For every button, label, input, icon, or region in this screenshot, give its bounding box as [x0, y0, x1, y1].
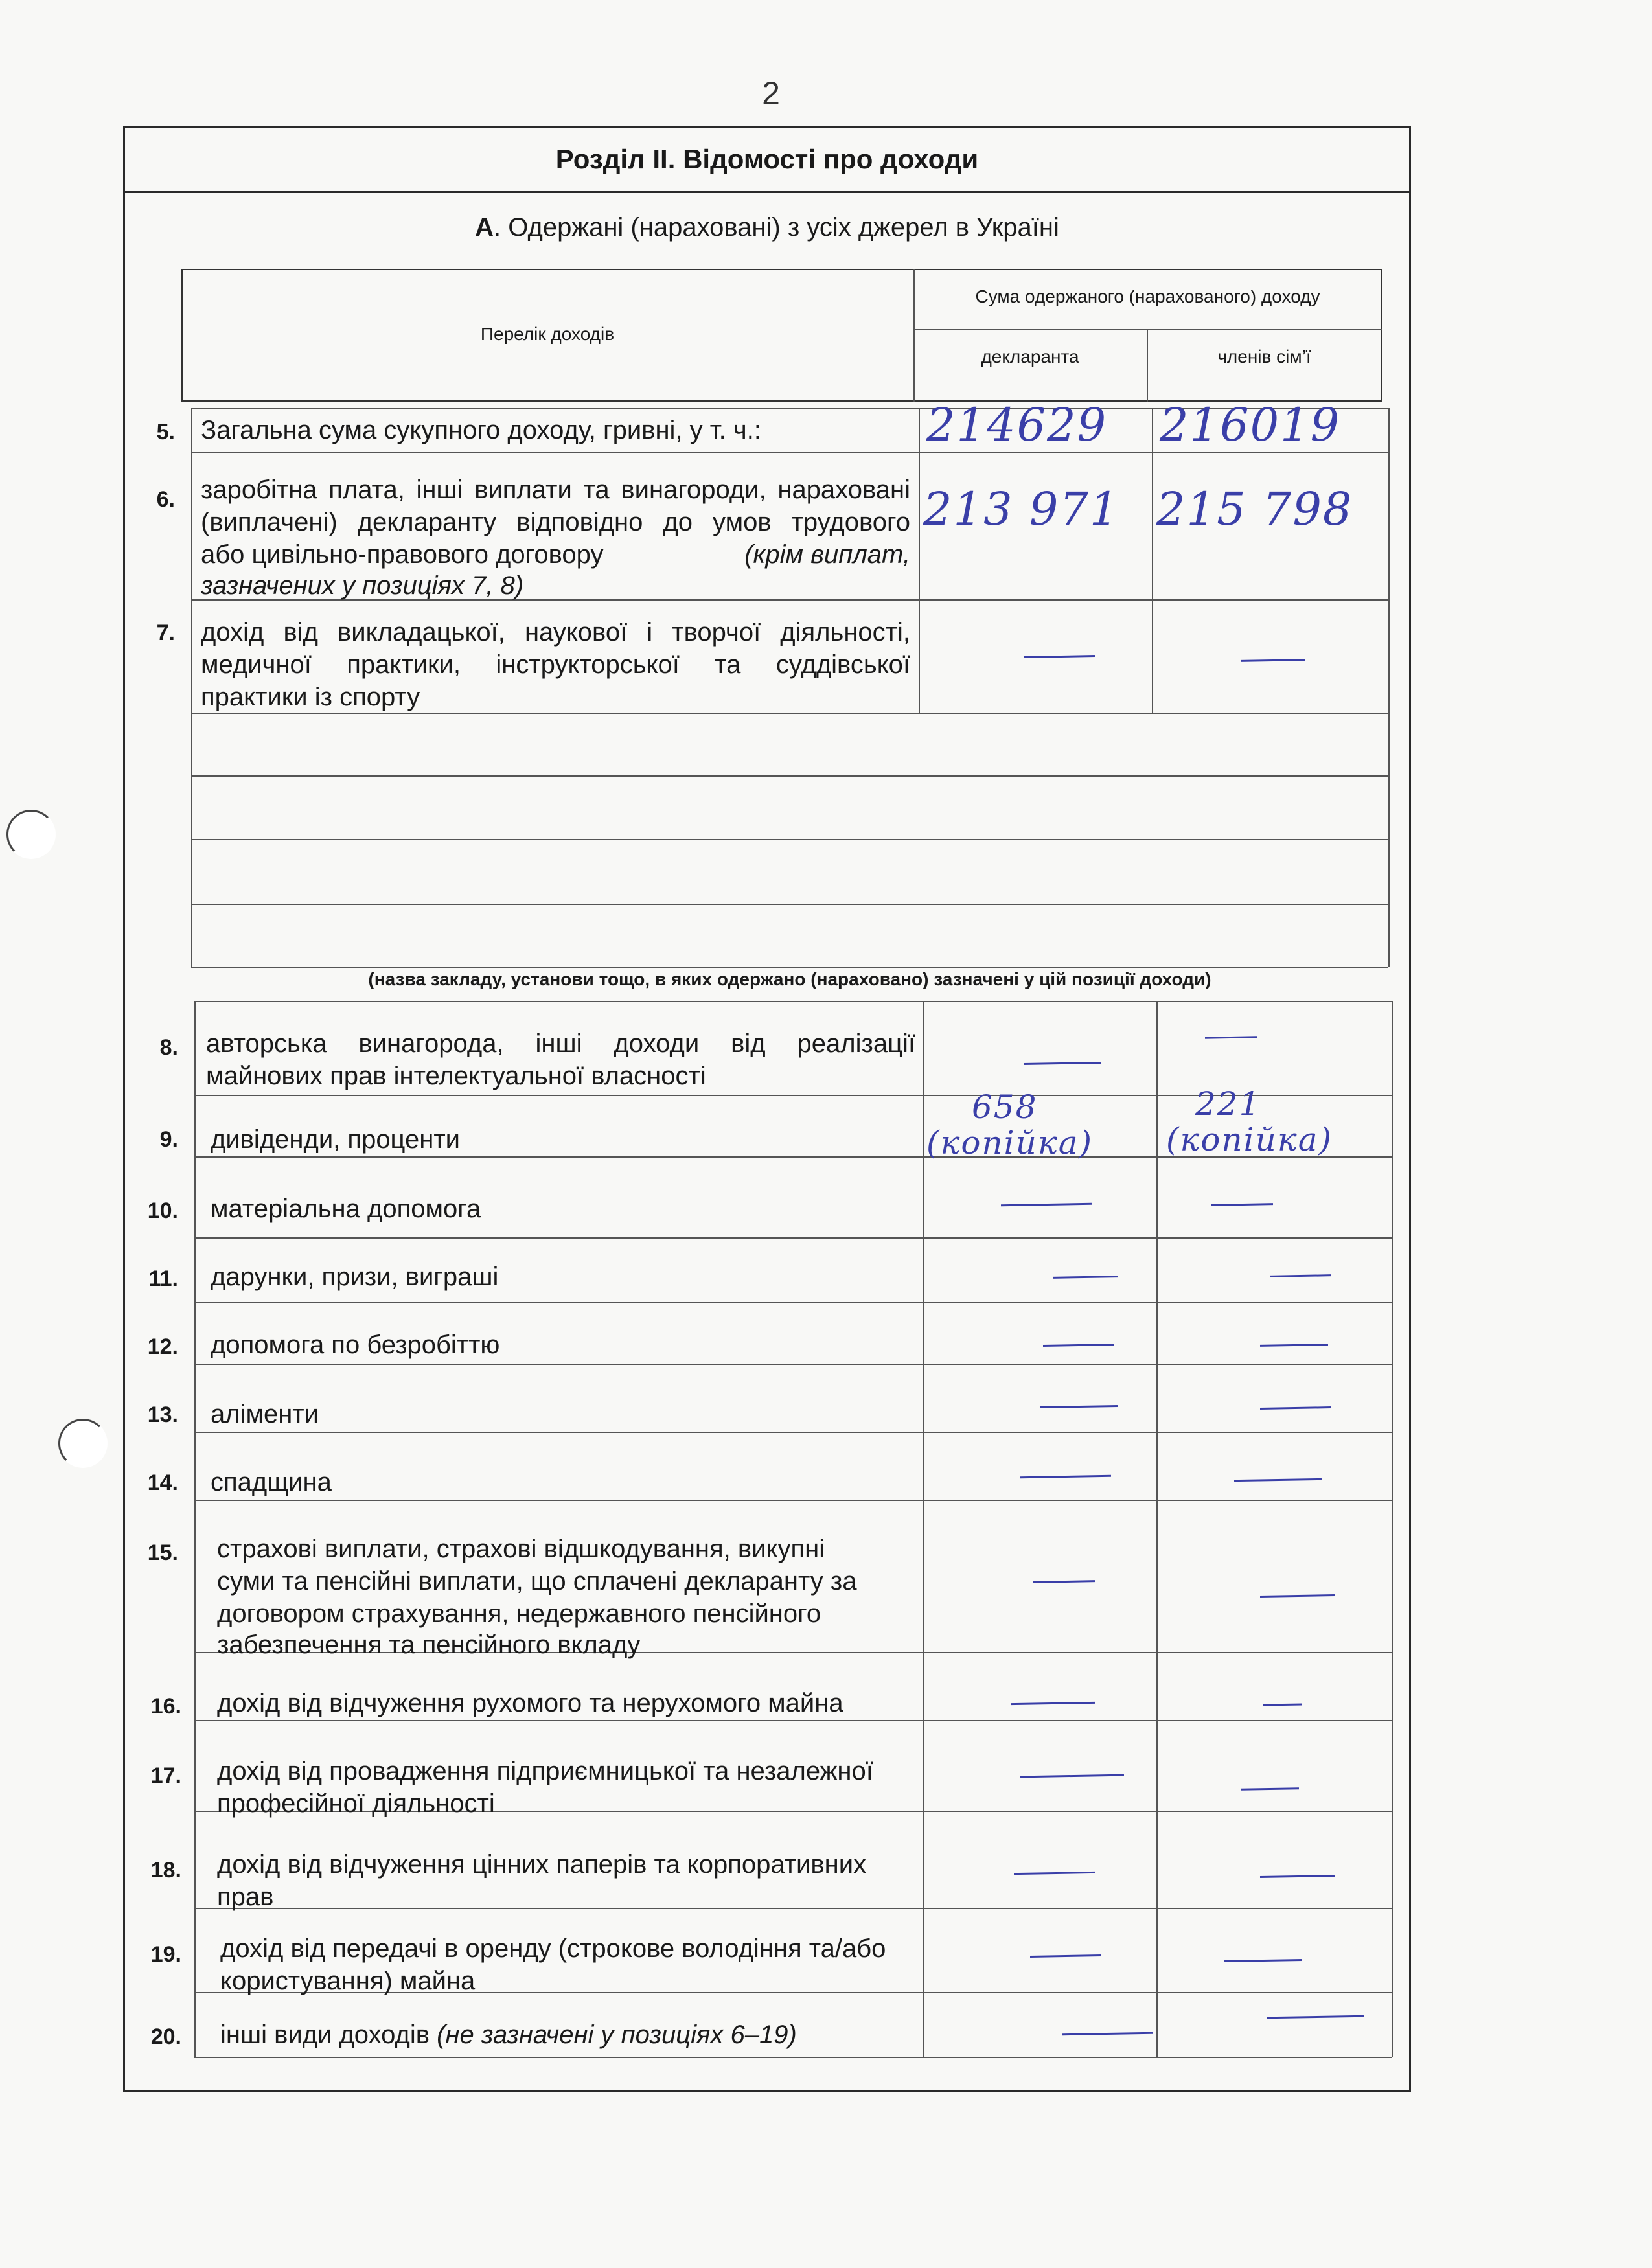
- row-9-declarant-value: 658: [972, 1088, 1038, 1126]
- section-title: Розділ ІІ. Відомості про доходи: [555, 144, 979, 174]
- row-6-label-line3: [201, 538, 910, 571]
- row-6-label-line2: (виплачені) декларанту відповідно до умов трудового: [201, 508, 910, 536]
- row-16-number: 16.: [150, 1694, 181, 1719]
- row-6-label-line4: зазначених у позиціях 7, 8): [201, 571, 524, 600]
- row-6-label-line3-text: або цивільно-правового договору: [201, 540, 604, 569]
- row-12-label: допомога по безробіттю: [211, 1331, 500, 1359]
- row-15-label-line4: забезпечення та пенсійного вкладу: [217, 1631, 641, 1659]
- page-number: 2: [762, 75, 780, 111]
- row-12-number: 12.: [147, 1334, 178, 1359]
- row-19-label-line1: дохід від передачі в оренду (строкове володіння та/або: [220, 1934, 886, 1963]
- row-15-number: 15.: [147, 1541, 178, 1565]
- subsection-letter: А: [475, 213, 494, 242]
- row-17-label-line2: професійної діяльності: [217, 1789, 495, 1818]
- row-5-declarant-value: 214629: [926, 398, 1108, 452]
- row-18-label-line2: прав: [217, 1883, 274, 1911]
- row-20-number: 20.: [150, 2024, 181, 2049]
- row-9-family-note: (копійка): [1166, 1121, 1333, 1158]
- row-15-label-line2: суми та пенсійні виплати, що сплачені декларанту за: [217, 1567, 857, 1596]
- row-11-label: дарунки, призи, виграші: [211, 1263, 499, 1291]
- row-10-label: матеріальна допомога: [211, 1195, 481, 1223]
- row-18-number: 18.: [150, 1858, 181, 1883]
- row-7-label-line1: дохід від викладацької, наукової і творчої діяльності,: [201, 618, 910, 647]
- row-6-declarant-value: 213 971: [923, 483, 1120, 536]
- header-family: членів сім’ї: [1217, 347, 1311, 367]
- row-9-declarant-note: (копійка): [926, 1124, 1094, 1162]
- row-13-number: 13.: [147, 1403, 178, 1427]
- row-6-number: 6.: [156, 487, 175, 512]
- row-10-number: 10.: [147, 1198, 178, 1223]
- row-5-label: Загальна сума сукупного доходу, гривні, у т. ч.:: [201, 416, 761, 444]
- row-5-number: 5.: [156, 420, 175, 444]
- row-6-label-line3-italic: (крім виплат,: [744, 540, 910, 569]
- row-8-label-line1: авторська винагорода, інші доходи від реалізації: [206, 1029, 915, 1058]
- row-16-label: дохід від відчуження рухомого та нерухомого майна: [217, 1689, 843, 1717]
- subsection-title: [123, 211, 1411, 244]
- institution-note: (назва закладу, установи тощо, в яких одержано (нараховано) зазначені у цій позиції доходи): [368, 969, 1211, 989]
- row-17-number: 17.: [150, 1763, 181, 1788]
- row-9-family-value: 221: [1195, 1085, 1261, 1123]
- header-list-of-income: Перелік доходів: [480, 324, 615, 344]
- row-17-label-line1: дохід від провадження підприємницької та незалежної: [217, 1757, 873, 1785]
- section-title-divider: [123, 191, 1411, 193]
- row-20-label-text: інші види доходів: [220, 2021, 430, 2049]
- row-9-label: дивіденди, проценти: [211, 1125, 461, 1154]
- row-20-label-italic: (не зазначені у позиціях 6–19): [437, 2021, 797, 2049]
- row-7-label-line3: практики із спорту: [201, 683, 420, 711]
- row-6-label-line1: заробітна плата, інші виплати та винагороди, нараховані: [201, 475, 910, 504]
- row-9-number: 9.: [159, 1127, 178, 1152]
- row-13-label: аліменти: [211, 1400, 319, 1428]
- row-8-number: 8.: [159, 1035, 178, 1060]
- row-5-family-value: 216019: [1160, 398, 1341, 452]
- row-19-number: 19.: [150, 1942, 181, 1967]
- header-declarant: декларанта: [981, 347, 1079, 367]
- row-18-label-line1: дохід від відчуження цінних паперів та корпоративних: [217, 1850, 867, 1879]
- binder-hole-bottom: [58, 1419, 108, 1468]
- row-15-label-line3: договором страхування, недержавного пенсійного: [217, 1599, 821, 1628]
- row-6-family-value: 215 798: [1156, 483, 1353, 536]
- subsection-text: . Одержані (нараховані) з усіх джерел в Україні: [494, 213, 1059, 242]
- header-sum-received: Сума одержаного (нарахованого) доходу: [975, 286, 1320, 306]
- row-8-label-line2: майнових прав інтелектуальної власності: [206, 1062, 706, 1090]
- binder-hole-top: [6, 810, 56, 859]
- row-19-label-line2: користування) майна: [220, 1967, 476, 1995]
- row-7-label-line2: медичної практики, інструкторської та суддівської: [201, 650, 910, 679]
- row-7-number: 7.: [156, 621, 175, 645]
- row-15-label-line1: страхові виплати, страхові відшкодування, викупні: [217, 1535, 825, 1563]
- row-14-number: 14.: [147, 1471, 178, 1495]
- row-20-label: [220, 2018, 920, 2052]
- row-14-label: спадщина: [211, 1468, 332, 1496]
- row-11-number: 11.: [148, 1266, 178, 1291]
